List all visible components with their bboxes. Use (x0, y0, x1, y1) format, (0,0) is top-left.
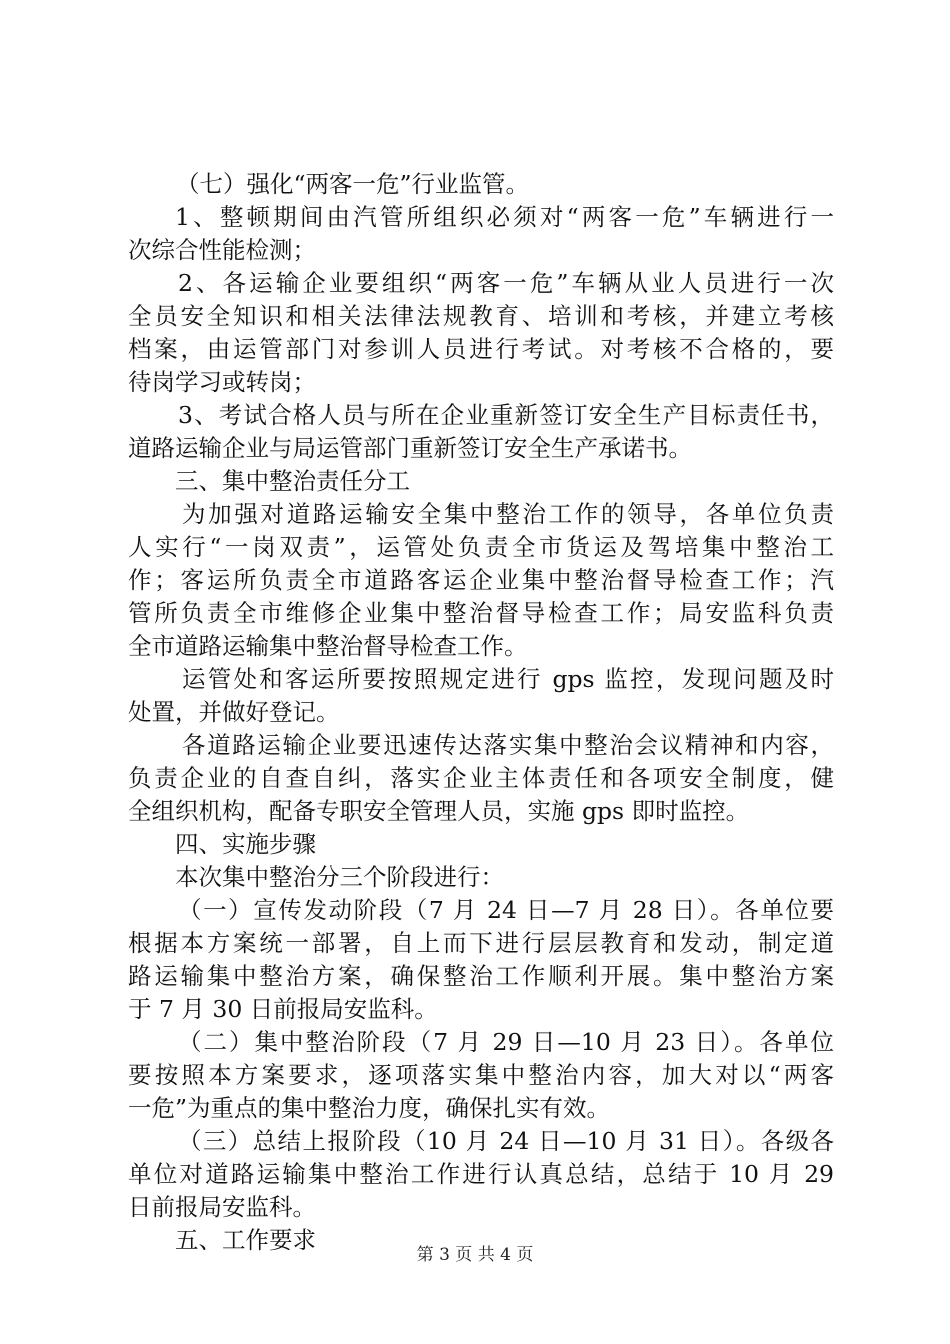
paragraph-line: 次综合性能检测； (128, 236, 316, 264)
page-number-footer: 第 3 页 共 4 页 (416, 1245, 534, 1265)
paragraph-line: 根据本方案统一部署，自上而下进行层层教育和发动，制定道 (128, 929, 834, 957)
paragraph-line: 作；客运所负责全市道路客运企业集中整治督导检查工作；汽 (128, 566, 834, 594)
paragraph-line: （三）总结上报阶段（10 月 24 日—10 月 31 日）。各级各 (178, 1127, 834, 1155)
paragraph-line: 负责企业的自查自纠，落实企业主体责任和各项安全制度，健 (128, 764, 834, 792)
paragraph-line: 档案，由运管部门对参训人员进行考试。对考核不合格的，要 (128, 335, 834, 363)
paragraph-line: 管所负责全市维修企业集中整治督导检查工作；局安监科负责 (128, 599, 834, 627)
paragraph-line: 全市道路运输集中整治督导检查工作。 (128, 632, 528, 660)
paragraph-line: 处置，并做好登记。 (128, 698, 340, 726)
paragraph-line: 单位对道路运输集中整治工作进行认真总结，总结于 10 月 29 (128, 1160, 834, 1188)
paragraph-line: 全组织机构，配备专职安全管理人员，实施 gps 即时监控。 (128, 797, 750, 825)
paragraph-line: 运管处和客运所要按照规定进行 gps 监控，发现问题及时 (182, 665, 834, 693)
paragraph-line: 全员安全知识和相关法律法规教育、培训和考核，并建立考核 (128, 302, 834, 330)
paragraph-line: 各道路运输企业要迅速传达落实集中整治会议精神和内容， (182, 731, 834, 759)
paragraph-line: 一危”为重点的集中整治力度，确保扎实有效。 (128, 1094, 611, 1122)
paragraph-line: 于 7 月 30 日前报局安监科。 (128, 995, 438, 1023)
section-heading: 三、集中整治责任分工 (175, 467, 410, 495)
paragraph-line: 路运输集中整治方案，确保整治工作顺利开展。集中整治方案 (128, 962, 834, 990)
paragraph-line: （一）宣传发动阶段（7 月 24 日—7 月 28 日）。各单位要 (178, 896, 834, 924)
paragraph-line: 待岗学习或转岗； (128, 368, 316, 396)
paragraph-line: 2、各运输企业要组织“两客一危”车辆从业人员进行一次 (178, 269, 834, 297)
paragraph-line: 人实行“一岗双责”，运管处负责全市货运及驾培集中整治工 (128, 533, 834, 561)
paragraph-line: 日前报局安监科。 (128, 1193, 316, 1221)
paragraph-line: 3、考试合格人员与所在企业重新签订安全生产目标责任书， (178, 401, 834, 429)
paragraph-line: 1、整顿期间由汽管所组织必须对“两客一危”车辆进行一 (175, 203, 834, 231)
section-heading: 四、实施步骤 (175, 830, 316, 858)
section-heading: （七）强化“两客一危”行业监管。 (176, 170, 530, 198)
paragraph-line: 道路运输企业与局运管部门重新签订安全生产承诺书。 (128, 434, 692, 462)
paragraph-line: 为加强对道路运输安全集中整治工作的领导，各单位负责 (182, 500, 834, 528)
section-heading: 五、工作要求 (175, 1226, 316, 1254)
paragraph-line: 要按照本方案要求，逐项落实集中整治内容，加大对以“两客 (128, 1061, 834, 1089)
document-body (128, 168, 834, 1257)
paragraph-line: （二）集中整治阶段（7 月 29 日—10 月 23 日）。各单位 (178, 1028, 834, 1056)
paragraph-line: 本次集中整治分三个阶段进行： (175, 863, 504, 891)
